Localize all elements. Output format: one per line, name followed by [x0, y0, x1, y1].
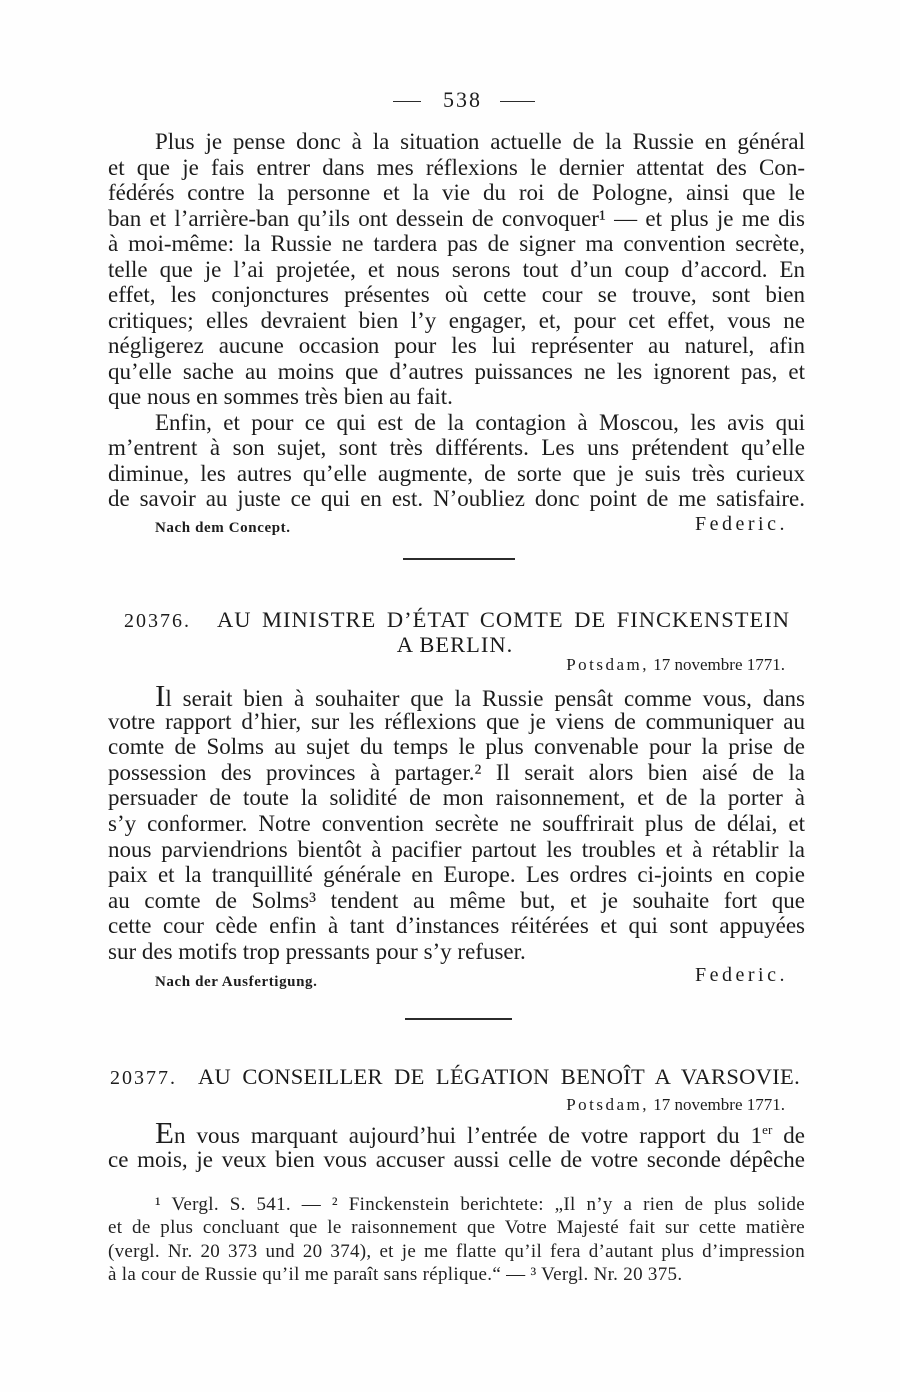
- section-divider: [403, 558, 515, 560]
- letter-heading: AU MINISTRE D’ÉTAT COMTE DE FINCKENSTEIN: [217, 607, 790, 632]
- footnote-line: et de plus concluant que le raisonnement que Votre Majesté fait sur cette matière: [108, 1217, 805, 1239]
- page-number-dash-right: [500, 101, 535, 102]
- body-line: telle que je l’ai projetée, et nous serons tout d’un coup d’accord. En: [108, 256, 805, 282]
- footnote-line: à la cour de Russie qu’il me paraît sans réplique.“ — ³ Vergl. Nr. 20 375.: [108, 1263, 683, 1285]
- footnote-line: ¹ Vergl. S. 541. — ² Finckenstein berichtete: „Il n’y a rien de plus solide: [155, 1194, 805, 1215]
- date-place: Potsdam,: [566, 1095, 650, 1114]
- body-line: m’entrent à son sujet, sont très différents. Les uns prétendent qu’elle: [108, 435, 805, 460]
- page-number-dash-left: [393, 101, 421, 102]
- footnote-line: (vergl. Nr. 20 373 und 20 374), et je me flatte qu’il fera d’autant plus d’impression: [108, 1240, 805, 1262]
- body-line: critiques; elles devraient bien l’y engager, et, pour cet effet, vous ne: [108, 307, 805, 333]
- letter-body: [108, 1115, 805, 1173]
- body-line: diminue, les autres qu’elle augmente, de sorte que je suis très curieux: [108, 460, 805, 486]
- body-line: effet, les conjonctures présentes où cette cour se trouve, sont bien: [108, 282, 805, 307]
- letter-heading: AU CONSEILLER DE LÉGATION BENOÎT A VARSOVIE.: [198, 1064, 800, 1089]
- body-line: ban et l’arrière-ban qu’ils ont dessein de convoquer¹ — et plus je me dis: [108, 205, 805, 231]
- date-line: [566, 1094, 785, 1116]
- body-line-text: de: [772, 1123, 805, 1148]
- date-value: 17 novembre 1771.: [653, 1095, 785, 1114]
- body-line: fédérés contre la personne et la vie du roi de Pologne, ainsi que le: [108, 180, 805, 205]
- body-line: Il serait bien à souhaiter que la Russie pensât comme vous, dans: [155, 678, 805, 713]
- letter-number: 20377.: [110, 1067, 177, 1089]
- letter-body: [108, 678, 805, 965]
- body-line: que nous en sommes très bien au fait.: [108, 384, 453, 409]
- body-line: sur des motifs trop pressants pour s’y refuser.: [108, 938, 526, 964]
- body-line: possession des provinces à partager.² Il serait alors bien aisé de la: [108, 759, 805, 785]
- body-line: nous parviendrions bientôt à pacifier partout les troubles et à rétablir la: [108, 836, 805, 862]
- date-value: 17 novembre 1771.: [653, 655, 785, 674]
- body-line: cette cour cède enfin à tant d’instances réitérées et qui sont appuyées: [108, 913, 805, 939]
- letter-heading-continued: A BERLIN.: [396, 632, 514, 657]
- body-line: et que je fais entrer dans mes réflexions le dernier attentat des Con-: [108, 154, 805, 180]
- body-line: Plus je pense donc à la situation actuelle de la Russie en général: [155, 129, 805, 154]
- body-line: négligerez aucune occasion pour les lui représenter au naturel, afin: [108, 333, 805, 358]
- body-line: [108, 1115, 805, 1150]
- body-line: votre rapport d’hier, sur les réflexions que je viens de communiquer au: [108, 708, 805, 734]
- body-line: ce mois, je veux bien vous accuser aussi celle de votre seconde dépêche: [108, 1146, 805, 1172]
- letter-number: 20376.: [124, 610, 191, 632]
- body-line: s’y conformer. Notre convention secrète ne souffrirait plus de délai, et: [108, 810, 805, 836]
- body-line: de savoir au juste ce qui en est. N’oubliez donc point de me satisfaire.: [108, 486, 805, 511]
- source-note: Nach der Ausfertigung.: [155, 974, 318, 990]
- body-line: persuader de toute la solidité de mon raisonnement, et de la porter à: [108, 785, 805, 811]
- body-line-text: En vous marquant aujourd’hui l’entrée de votre rapport du 1: [155, 1115, 763, 1150]
- body-line: à moi-même: la Russie ne tardera pas de signer ma convention secrète,: [108, 231, 805, 256]
- ordinal-superscript: er: [762, 1122, 773, 1137]
- signature: Federic.: [695, 513, 788, 535]
- body-line: Enfin, et pour ce qui est de la contagion à Moscou, les avis qui: [155, 409, 805, 435]
- source-note: Nach dem Concept.: [155, 520, 291, 536]
- footnotes: [108, 1193, 805, 1286]
- date-place: Potsdam,: [566, 655, 650, 674]
- body-line: au comte de Solms³ tendent au même but, et je souhaite fort que: [108, 887, 805, 913]
- body-line: qu’elle sache au moins que d’autres puissances ne les ignorent pas, et: [108, 358, 805, 384]
- letter-body: [108, 129, 805, 512]
- page-number: 538: [443, 87, 482, 112]
- body-line: paix et la tranquillité générale en Europe. Les ordres ci-joints en copie: [108, 862, 805, 888]
- signature: Federic.: [695, 964, 788, 986]
- body-line: comte de Solms au sujet du temps le plus convenable pour la prise de: [108, 734, 805, 760]
- section-divider: [405, 1018, 512, 1020]
- date-line: [566, 654, 785, 676]
